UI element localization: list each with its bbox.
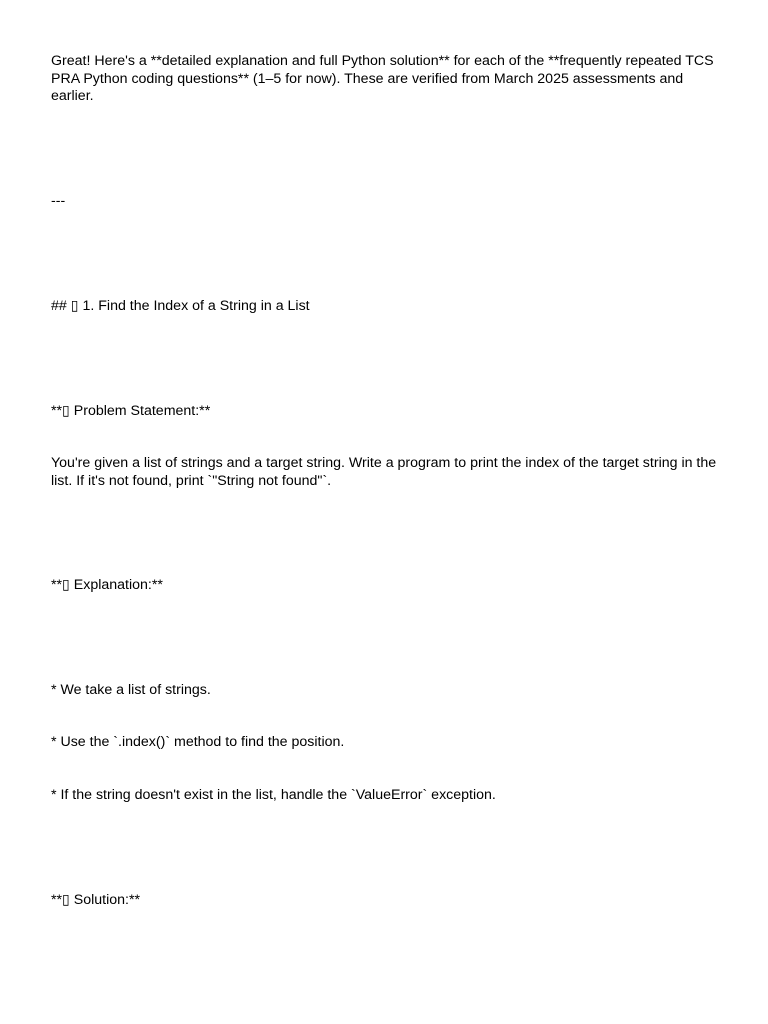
bullet-item: * We take a list of strings. <box>51 682 211 698</box>
solution-label: **▯ Solution:** <box>51 892 141 908</box>
question-1-heading: ## ▯ 1. Find the Index of a String in a List <box>51 298 310 314</box>
problem-statement-text: You're given a list of strings and a target string. Write a program to print the index of the target string in the list. If it's not found, print `"String not found"`. <box>51 455 721 489</box>
intro-paragraph: Great! Here's a **detailed explanation and full Python solution** for each of the **frequently repeated TCS PRA Python coding questions** (1–5 for now). These are verified from March 2025 assessments and earlier. <box>51 53 718 104</box>
bullet-item: * If the string doesn't exist in the list, handle the `ValueError` exception. <box>51 787 496 803</box>
bullet-item: * Use the `.index()` method to find the position. <box>51 734 345 750</box>
explanation-label: **▯ Explanation:** <box>51 577 163 593</box>
separator: --- <box>51 193 66 209</box>
problem-statement-label: **▯ Problem Statement:** <box>51 403 211 419</box>
